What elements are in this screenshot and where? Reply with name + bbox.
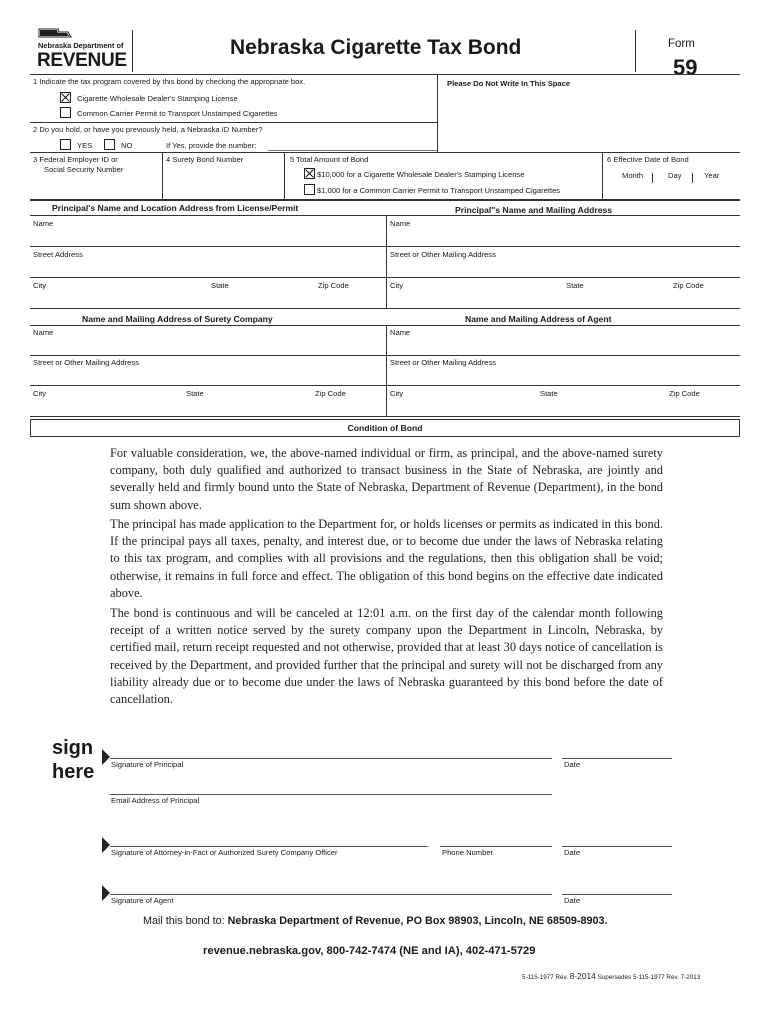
stamping-license-label: Cigarette Wholesale Dealer's Stamping License <box>77 94 238 103</box>
attorney-date-label: Date <box>564 848 581 857</box>
surety-name-field[interactable] <box>33 339 383 353</box>
form-number: 59 <box>673 55 698 80</box>
principal-mail-city-state-zip-field[interactable] <box>390 292 738 306</box>
principal-mail-name-field[interactable] <box>390 230 738 244</box>
principal-street-field[interactable] <box>33 261 383 275</box>
agent-street-field[interactable] <box>390 369 738 383</box>
mail-instructions <box>143 915 607 927</box>
agent-state-label: State <box>540 389 558 398</box>
line6-label: 6 Effective Date of Bond <box>607 155 689 164</box>
attorney-date-field[interactable] <box>562 828 672 846</box>
principal-mailing-heading: Principal"s Name and Mailing Address <box>455 205 613 215</box>
attorney-signature-field[interactable] <box>110 828 428 846</box>
principal-signature-label: Signature of Principal <box>111 760 184 769</box>
surety-city-label: City <box>33 389 47 398</box>
office-use-notice: Please Do Not Write In This Space <box>447 79 571 88</box>
rev-date: 8-2014 <box>569 971 596 981</box>
agent-signature-field[interactable] <box>110 876 552 894</box>
agent-date-field[interactable] <box>562 876 672 894</box>
rev-code: 5-115-1977 Rev. <box>522 974 568 981</box>
principal-state-label: State <box>211 281 229 290</box>
bond-10000-checkbox[interactable] <box>304 168 315 179</box>
condition-paragraph-1: For valuable consideration, we, the above-named individual or firm, as principal, and the above-named surety company, both duly qualified and authorized to transact business in the State of Nebraska, are jointly and severally held and firmly bound unto the State of Nebraska, Department of Revenue (Department), in the bond sum shown above. <box>110 446 663 512</box>
id-number-label: If Yes, provide the number: <box>166 141 257 150</box>
here-word: here <box>52 761 95 783</box>
line3-label-a: 3 Federal Employer ID or <box>33 155 118 164</box>
line5-label: 5 Total Amount of Bond <box>290 155 369 164</box>
effective-date-field[interactable] <box>607 184 737 198</box>
line3-label-b: Social Security Number <box>44 165 124 174</box>
agency-name-text: REVENUE <box>37 50 127 71</box>
revision-info <box>522 971 700 981</box>
line1-question: 1 Indicate the tax program covered by this bond by checking the appropriate box. <box>33 77 306 86</box>
principal-email-field[interactable] <box>110 776 552 794</box>
line2-question: 2 Do you hold, or have you previously held, a Nebraska ID Number? <box>33 125 263 134</box>
id-number-field[interactable] <box>270 138 430 149</box>
sign-arrow-icon <box>102 749 110 765</box>
surety-city-state-zip-field[interactable] <box>33 400 383 414</box>
sign-arrow-icon <box>102 885 110 901</box>
principal-mail-street-field[interactable] <box>390 261 738 275</box>
principal-date-label: Date <box>564 760 581 769</box>
id-no-label: NO <box>121 141 133 150</box>
surety-name-label: Name <box>33 328 54 337</box>
agent-name-label: Name <box>390 328 411 337</box>
principal-mail-name-label: Name <box>390 219 411 228</box>
id-yes-checkbox[interactable] <box>60 139 71 150</box>
principal-mail-state-label: State <box>566 281 584 290</box>
sign-here-label <box>52 736 94 784</box>
principal-mail-zip-label: Zip Code <box>673 281 704 290</box>
principal-name-field[interactable] <box>33 230 383 244</box>
agency-top-text: Nebraska Department of <box>38 41 124 50</box>
id-yes-label: YES <box>77 141 93 150</box>
stamping-license-checkbox[interactable] <box>60 92 71 103</box>
agent-city-label: City <box>390 389 404 398</box>
principal-zip-label: Zip Code <box>318 281 349 290</box>
agent-date-label: Date <box>564 896 581 905</box>
form-label: Form <box>668 38 695 50</box>
surety-street-label: Street or Other Mailing Address <box>33 358 139 367</box>
principal-signature-field[interactable] <box>110 740 552 758</box>
surety-state-label: State <box>186 389 204 398</box>
phone-number-field[interactable] <box>440 828 552 846</box>
condition-paragraph-3: The bond is continuous and will be canceled at 12:01 a.m. on the first day of the calendar month following receipt of a written notice served by the surety company upon the Department in Lincoln, Nebraska, by certified mail, return receipt requested and not otherwise, provided that at least 30 days notice of cancellation is received by the Department, and provided further that the principal and surety will not be discharged from any liability already due or to become due under the laws of Nebraska guaranteed by this bond before the date of cancellation. <box>110 606 663 707</box>
mail-address: Nebraska Department of Revenue, PO Box 98903, Lincoln, NE 68509-8903. <box>227 915 608 927</box>
principal-mail-city-label: City <box>390 281 404 290</box>
principal-email-label: Email Address of Principal <box>111 796 200 805</box>
principal-city-state-zip-field[interactable] <box>33 292 383 306</box>
page-title: Nebraska Cigarette Tax Bond <box>230 36 522 59</box>
agent-street-label: Street or Other Mailing Address <box>390 358 496 367</box>
condition-heading-box <box>30 419 740 437</box>
carrier-permit-label: Common Carrier Permit to Transport Unstamped Cigarettes <box>77 109 278 118</box>
nebraska-revenue-logo <box>36 26 132 72</box>
principal-city-label: City <box>33 281 47 290</box>
state-outline-icon <box>38 26 72 38</box>
id-no-checkbox[interactable] <box>104 139 115 150</box>
fein-ssn-field[interactable] <box>33 176 159 198</box>
carrier-permit-checkbox[interactable] <box>60 107 71 118</box>
line4-label: 4 Surety Bond Number <box>166 155 244 164</box>
surety-bond-number-field[interactable] <box>166 170 280 198</box>
sign-word: sign <box>52 737 94 759</box>
principal-date-field[interactable] <box>562 740 672 758</box>
agent-name-field[interactable] <box>390 339 738 353</box>
phone-number-label: Phone Number <box>442 848 494 857</box>
agent-zip-label: Zip Code <box>669 389 700 398</box>
day-label: Day <box>668 171 682 180</box>
principal-location-heading: Principal's Name and Location Address from License/Permit <box>52 203 299 213</box>
attorney-signature-label: Signature of Attorney-in-Fact or Authorized Surety Company Officer <box>111 848 338 857</box>
agent-heading: Name and Mailing Address of Agent <box>465 314 612 324</box>
bond-1000-label: $1,000 for a Common Carrier Permit to Transport Unstamped Cigarettes <box>317 186 561 195</box>
principal-name-label: Name <box>33 219 54 228</box>
bond-10000-label: $10,000 for a Cigarette Wholesale Dealer's Stamping License <box>317 170 525 179</box>
agent-signature-label: Signature of Agent <box>111 896 174 905</box>
mail-prefix: Mail this bond to: <box>143 915 225 927</box>
surety-heading: Name and Mailing Address of Surety Company <box>82 314 273 324</box>
contact-info: revenue.nebraska.gov, 800-742-7474 (NE and IA), 402-471-5729 <box>203 945 536 957</box>
condition-paragraph-2: The principal has made application to the Department for, or holds licenses or permits as indicated in this bond. If the principal pays all taxes, penalty, and interest due, or to become due under the laws of Nebraska relating to this tax program, and complies with all provisions and the regulations, then this obligation shall be void; otherwise, it remains in full force and effect. The obligation of this bond begins on the effective date indicated above. <box>110 517 663 600</box>
supersedes: Supersedes 5-115-1977 Rev. 7-2013 <box>597 974 701 981</box>
principal-street-label: Street Address <box>33 250 83 259</box>
surety-zip-label: Zip Code <box>315 389 346 398</box>
bond-1000-checkbox[interactable] <box>304 184 315 195</box>
agent-city-state-zip-field[interactable] <box>390 400 738 414</box>
month-label: Month <box>622 171 644 180</box>
year-label: Year <box>704 171 720 180</box>
surety-street-field[interactable] <box>33 369 383 383</box>
sign-arrow-icon <box>102 837 110 853</box>
principal-mail-street-label: Street or Other Mailing Address <box>390 250 496 259</box>
condition-heading: Condition of Bond <box>347 423 423 433</box>
